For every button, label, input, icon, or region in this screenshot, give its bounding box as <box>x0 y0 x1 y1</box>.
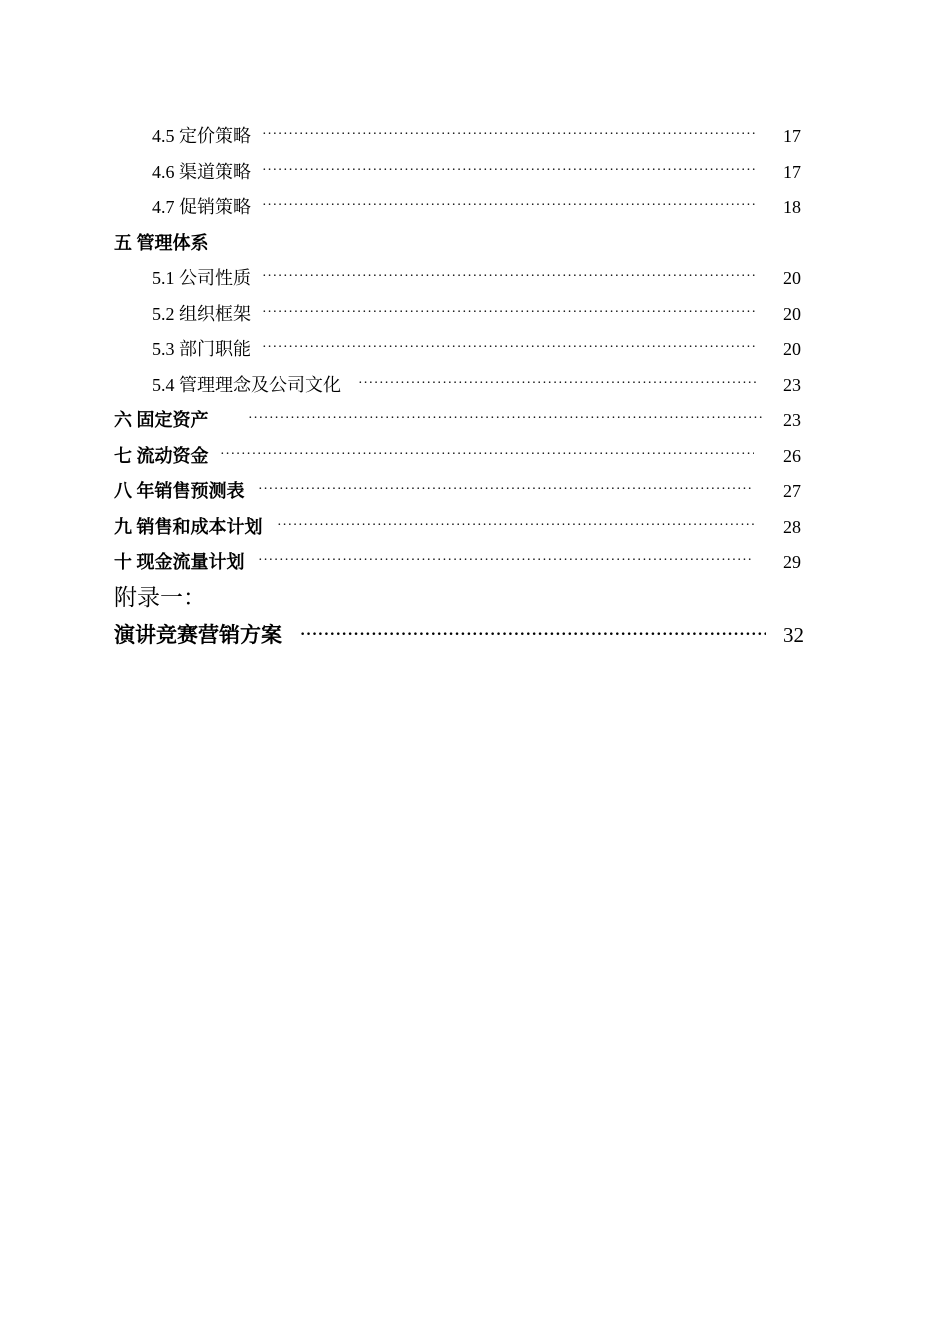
toc-entry[interactable] <box>0 263 950 293</box>
toc-entry-page: 28 <box>783 517 801 537</box>
toc-leader-dots <box>262 157 758 185</box>
toc-section-heading[interactable] <box>0 228 950 258</box>
toc-entry-title: 5.2 组织框架 <box>152 304 251 324</box>
toc-appendix-entry[interactable] <box>0 619 950 651</box>
toc-entry-title: 九 销售和成本计划 <box>114 517 263 537</box>
toc-entry-page: 20 <box>783 268 801 288</box>
toc-entry-page: 32 <box>783 623 804 647</box>
toc-entry-title: 十 现金流量计划 <box>114 552 245 572</box>
toc-entry-page: 29 <box>783 552 801 572</box>
toc-entry[interactable] <box>0 405 950 435</box>
toc-entry[interactable] <box>0 192 950 222</box>
toc-entry[interactable] <box>0 512 950 542</box>
toc-entry-title: 八 年销售预测表 <box>114 481 245 501</box>
toc-leader-dots <box>358 370 758 398</box>
toc-entry-page: 27 <box>783 481 801 501</box>
toc-entry[interactable] <box>0 121 950 151</box>
toc-leader-dots <box>262 121 758 149</box>
toc-entry-title: 演讲竞赛营销方案 <box>114 623 282 647</box>
toc-leader-dots <box>258 476 754 504</box>
appendix-heading: 附录一： <box>114 585 206 610</box>
toc-leader-dots <box>248 405 762 433</box>
toc-entry-page: 20 <box>783 304 801 324</box>
toc-leader-dots <box>277 512 754 540</box>
toc-entry[interactable] <box>0 370 950 400</box>
toc-entry-title: 4.6 渠道策略 <box>152 162 251 182</box>
toc-entry[interactable] <box>0 157 950 187</box>
toc-entry-page: 26 <box>783 446 801 466</box>
toc-entry-page: 23 <box>783 410 801 430</box>
toc-entry-page: 17 <box>783 162 801 182</box>
toc-leader-dots <box>262 334 758 362</box>
toc-entry[interactable] <box>0 441 950 471</box>
toc-entry-title: 5.1 公司性质 <box>152 268 251 288</box>
toc-entry-title: 4.7 促销策略 <box>152 197 251 217</box>
toc-entry-page: 20 <box>783 339 801 359</box>
toc-leader-dots <box>300 619 766 651</box>
toc-entry-title: 4.5 定价策略 <box>152 126 251 146</box>
toc-entry[interactable] <box>0 299 950 329</box>
toc-entry-page: 17 <box>783 126 801 146</box>
toc-entry-title: 七 流动资金 <box>114 446 209 466</box>
toc-entry-title: 六 固定资产 <box>114 410 209 430</box>
toc-entry-title: 5.3 部门职能 <box>152 339 251 359</box>
toc-leader-dots <box>258 547 754 575</box>
toc-entry-page: 23 <box>783 375 801 395</box>
toc-leader-dots <box>220 441 754 469</box>
toc-entry[interactable] <box>0 334 950 364</box>
toc-entry-title: 五 管理体系 <box>114 233 209 253</box>
toc-leader-dots <box>262 263 758 291</box>
toc-entry[interactable] <box>0 547 950 577</box>
toc-leader-dots <box>262 299 758 327</box>
toc-entry[interactable] <box>0 476 950 506</box>
toc-leader-dots <box>262 192 758 220</box>
toc-entry-title: 5.4 管理理念及公司文化 <box>152 375 341 395</box>
toc-entry-page: 18 <box>783 197 801 217</box>
